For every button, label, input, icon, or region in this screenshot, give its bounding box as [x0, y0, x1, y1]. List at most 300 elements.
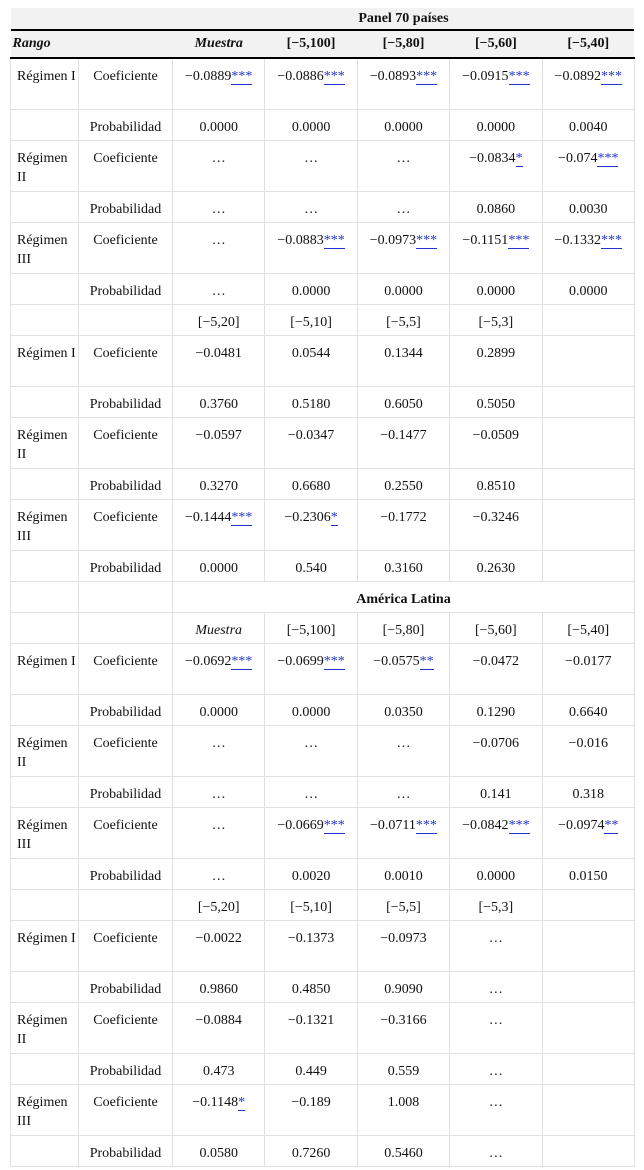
- significance-link[interactable]: ***: [323, 653, 345, 669]
- section-spacer: [79, 581, 173, 612]
- table-cell: [450, 109, 542, 140]
- table-cell: [265, 304, 357, 335]
- table-cell: [265, 417, 357, 468]
- cell-value: 0.0350: [384, 704, 423, 720]
- coefficient-row: [11, 499, 635, 550]
- cell-value: …: [211, 868, 226, 884]
- table-cell: [450, 1084, 542, 1135]
- regime-label: Régimen II: [11, 417, 79, 468]
- table-cell: [173, 889, 265, 920]
- table-cell: [173, 386, 265, 417]
- cell-value: [−5,40]: [567, 622, 610, 638]
- cell-value: 0.5050: [476, 396, 516, 412]
- table-cell: [357, 1084, 449, 1135]
- table-cell: [357, 58, 449, 109]
- table-cell: [542, 468, 634, 499]
- table-cell: [357, 694, 449, 725]
- statistic-label: Probabilidad: [79, 1053, 173, 1084]
- cell-value: 0.0020: [291, 868, 331, 884]
- significance-link[interactable]: ***: [231, 653, 253, 669]
- column-header-range: [−5,60]: [450, 30, 542, 58]
- cell-value: −0.1373: [287, 930, 335, 946]
- table-cell: [357, 971, 449, 1002]
- table-cell: [450, 222, 542, 273]
- cell-value: …: [396, 201, 411, 217]
- results-table-container: [10, 8, 634, 1167]
- statistic-label: Coeficiente: [79, 1084, 173, 1135]
- table-cell: [542, 1053, 634, 1084]
- cell-value: [−5,10]: [290, 899, 332, 915]
- probability-row: [11, 694, 635, 725]
- cell-value: 0.318: [572, 786, 604, 802]
- statistic-label: Coeficiente: [79, 58, 173, 109]
- table-cell: [357, 920, 449, 971]
- results-table: [10, 8, 635, 1167]
- table-cell: [450, 725, 542, 776]
- regime-label: Régimen II: [11, 1002, 79, 1053]
- cell-value: [−5,5]: [386, 314, 421, 330]
- cell-value: [−5,10]: [290, 314, 332, 330]
- cell-value: −0.0915: [462, 69, 509, 84]
- probability-row: [11, 109, 635, 140]
- statistic-label: Probabilidad: [79, 1135, 173, 1166]
- regime-label: [11, 304, 79, 335]
- table-cell: [265, 109, 357, 140]
- table-cell: [173, 222, 265, 273]
- coefficient-row: [11, 58, 635, 109]
- statistic-label: [79, 304, 173, 335]
- significance-link[interactable]: ***: [231, 509, 253, 525]
- table-cell: [450, 417, 542, 468]
- probability-row: [11, 1135, 635, 1166]
- cell-value: …: [211, 735, 226, 751]
- table-body: [11, 58, 635, 1166]
- subheader-row: [11, 889, 635, 920]
- cell-value: …: [396, 150, 411, 166]
- table-cell: [357, 273, 449, 304]
- statistic-label: [79, 612, 173, 643]
- significance-link[interactable]: ***: [508, 817, 530, 833]
- cell-value: −0.0711: [370, 817, 416, 833]
- table-cell: [542, 140, 634, 191]
- coefficient-row: [11, 222, 635, 273]
- significance-link[interactable]: *: [515, 150, 523, 166]
- cell-value: −0.0834: [469, 150, 516, 166]
- table-cell: [265, 140, 357, 191]
- cell-value: −0.3166: [380, 1012, 427, 1028]
- table-cell: [450, 612, 542, 643]
- cell-value: −0.0347: [287, 427, 335, 443]
- table-cell: [450, 58, 542, 109]
- table-cell: [173, 971, 265, 1002]
- cell-value: Muestra: [195, 622, 243, 638]
- table-cell: [357, 776, 449, 807]
- cell-value: …: [488, 1145, 503, 1161]
- significance-link[interactable]: ***: [323, 69, 345, 84]
- table-cell: [265, 725, 357, 776]
- cell-value: 0.0000: [384, 283, 423, 299]
- regime-label: Régimen III: [11, 807, 79, 858]
- cell-value: 0.0010: [384, 868, 423, 884]
- cell-value: 0.1344: [384, 345, 423, 361]
- table-cell: [450, 273, 542, 304]
- cell-value: [−5,5]: [386, 899, 421, 915]
- cell-value: 0.540: [295, 560, 327, 576]
- cell-value: 0.0000: [384, 119, 423, 135]
- section-header-row: [11, 581, 635, 612]
- table-cell: [173, 335, 265, 386]
- cell-value: …: [211, 150, 226, 166]
- column-header-range: [−5,40]: [542, 30, 634, 58]
- cell-value: −0.189: [291, 1094, 331, 1110]
- cell-value: …: [211, 817, 226, 833]
- cell-value: 0.6050: [384, 396, 423, 412]
- table-cell: [173, 643, 265, 694]
- table-cell: [542, 971, 634, 1002]
- cell-value: 0.4850: [291, 981, 331, 997]
- cell-value: −0.0893: [369, 69, 417, 84]
- table-cell: [542, 386, 634, 417]
- cell-value: 0.9860: [199, 981, 238, 997]
- table-cell: [357, 222, 449, 273]
- table-cell: [173, 304, 265, 335]
- cell-value: 0.559: [387, 1063, 420, 1079]
- table-cell: [173, 694, 265, 725]
- table-cell: [173, 468, 265, 499]
- significance-link[interactable]: *: [238, 1094, 246, 1110]
- table-cell: [450, 1135, 542, 1166]
- probability-row: [11, 858, 635, 889]
- table-cell: [265, 920, 357, 971]
- cell-value: −0.0973: [369, 232, 417, 248]
- regime-label: Régimen II: [11, 725, 79, 776]
- cell-value: 0.0000: [476, 283, 516, 299]
- cell-value: 0.0030: [569, 201, 608, 217]
- statistic-label: Coeficiente: [79, 920, 173, 971]
- significance-link[interactable]: ***: [323, 232, 345, 248]
- table-cell: [542, 807, 634, 858]
- significance-link[interactable]: ***: [508, 69, 530, 84]
- cell-value: …: [211, 201, 226, 217]
- cell-value: 0.5460: [384, 1145, 423, 1161]
- table-cell: [173, 140, 265, 191]
- table-cell: [450, 694, 542, 725]
- table-cell: [265, 612, 357, 643]
- table-cell: [265, 386, 357, 417]
- table-cell: [265, 499, 357, 550]
- table-cell: [542, 335, 634, 386]
- cell-value: −0.1477: [380, 427, 427, 443]
- cell-value: 0.0860: [476, 201, 516, 217]
- cell-value: −0.0884: [195, 1012, 242, 1028]
- cell-value: …: [211, 786, 226, 802]
- cell-value: [−5,3]: [478, 899, 514, 915]
- table-cell: [542, 191, 634, 222]
- regime-label: Régimen I: [11, 920, 79, 971]
- cell-value: −0.0883: [277, 232, 324, 248]
- statistic-label: Coeficiente: [79, 417, 173, 468]
- regime-label: [11, 273, 79, 304]
- table-cell: [357, 499, 449, 550]
- table-cell: [265, 1002, 357, 1053]
- cell-value: 0.0580: [199, 1145, 238, 1161]
- cell-value: 0.1290: [476, 704, 516, 720]
- table-cell: [542, 304, 634, 335]
- cell-value: …: [488, 1063, 503, 1079]
- regime-label: [11, 776, 79, 807]
- coefficient-row: [11, 643, 635, 694]
- regime-label: Régimen III: [11, 1084, 79, 1135]
- table-cell: [450, 386, 542, 417]
- regime-label: [11, 971, 79, 1002]
- cell-value: 0.0000: [291, 283, 331, 299]
- cell-value: …: [396, 786, 411, 802]
- table-cell: [173, 550, 265, 581]
- table-cell: [542, 109, 634, 140]
- cell-value: …: [304, 735, 319, 751]
- coefficient-row: [11, 1084, 635, 1135]
- statistic-label: Coeficiente: [79, 499, 173, 550]
- probability-row: [11, 1053, 635, 1084]
- cell-value: …: [488, 1012, 503, 1028]
- probability-row: [11, 550, 635, 581]
- cell-value: −0.0842: [462, 817, 509, 833]
- cell-value: −0.0692: [184, 653, 232, 669]
- table-cell: [542, 694, 634, 725]
- table-cell: [542, 643, 634, 694]
- statistic-label: Probabilidad: [79, 550, 173, 581]
- coefficient-row: [11, 417, 635, 468]
- cell-value: …: [304, 150, 319, 166]
- table-cell: [265, 1053, 357, 1084]
- table-cell: [357, 468, 449, 499]
- table-cell: [450, 776, 542, 807]
- table-cell: [542, 1084, 634, 1135]
- table-cell: [265, 1135, 357, 1166]
- table-cell: [173, 417, 265, 468]
- cell-value: −0.1321: [287, 1012, 335, 1028]
- cell-value: 0.9090: [384, 981, 423, 997]
- cell-value: −0.0892: [554, 69, 601, 84]
- significance-link[interactable]: **: [604, 817, 619, 833]
- table-cell: [173, 58, 265, 109]
- table-cell: [357, 140, 449, 191]
- table-cell: [542, 58, 634, 109]
- regime-label: [11, 858, 79, 889]
- table-cell: [265, 858, 357, 889]
- statistic-label: Coeficiente: [79, 643, 173, 694]
- cell-value: 0.0000: [569, 283, 608, 299]
- table-cell: [265, 971, 357, 1002]
- cell-value: [−5,80]: [382, 622, 425, 638]
- significance-link[interactable]: ***: [600, 232, 622, 248]
- significance-link[interactable]: **: [419, 653, 434, 669]
- cell-value: 0.5180: [291, 396, 331, 412]
- table-cell: [265, 191, 357, 222]
- table-cell: [265, 58, 357, 109]
- table-cell: [450, 920, 542, 971]
- table-cell: [542, 1002, 634, 1053]
- table-cell: [357, 807, 449, 858]
- column-header-range: [−5,80]: [357, 30, 449, 58]
- significance-link[interactable]: ***: [416, 232, 438, 248]
- statistic-label: Coeficiente: [79, 140, 173, 191]
- cell-value: …: [211, 232, 226, 248]
- cell-value: 0.2899: [476, 345, 516, 361]
- table-cell: [357, 858, 449, 889]
- cell-value: −0.074: [558, 150, 598, 166]
- section-spacer: [11, 581, 79, 612]
- table-cell: [265, 273, 357, 304]
- table-cell: [265, 222, 357, 273]
- table-cell: [357, 386, 449, 417]
- statistic-label: Coeficiente: [79, 725, 173, 776]
- table-cell: [357, 550, 449, 581]
- table-cell: [173, 273, 265, 304]
- table-cell: [173, 612, 265, 643]
- statistic-label: Coeficiente: [79, 1002, 173, 1053]
- label-header-spacer: [79, 30, 173, 58]
- table-cell: [542, 889, 634, 920]
- table-cell: [265, 468, 357, 499]
- statistic-label: Probabilidad: [79, 386, 173, 417]
- table-cell: [450, 1002, 542, 1053]
- cell-value: 0.0000: [199, 560, 238, 576]
- significance-link[interactable]: ***: [508, 232, 530, 248]
- significance-link[interactable]: ***: [416, 69, 438, 84]
- subheader-row: [11, 612, 635, 643]
- table-cell: [173, 1002, 265, 1053]
- cell-value: 0.3270: [199, 478, 238, 494]
- table-cell: [173, 191, 265, 222]
- significance-link[interactable]: ***: [231, 69, 253, 84]
- regime-label: [11, 386, 79, 417]
- regime-label: Régimen I: [11, 58, 79, 109]
- statistic-label: Probabilidad: [79, 468, 173, 499]
- table-cell: [357, 1002, 449, 1053]
- cell-value: 0.0544: [291, 345, 331, 361]
- regime-label: Régimen II: [11, 140, 79, 191]
- significance-link[interactable]: ***: [323, 817, 345, 833]
- statistic-label: Coeficiente: [79, 222, 173, 273]
- regime-label: [11, 612, 79, 643]
- subheader-row: [11, 304, 635, 335]
- cell-value: 0.0150: [569, 868, 608, 884]
- cell-value: [−5,20]: [197, 899, 240, 915]
- regime-label: [11, 1053, 79, 1084]
- cell-value: 0.0000: [291, 119, 331, 135]
- table-cell: [357, 1135, 449, 1166]
- table-cell: [450, 499, 542, 550]
- table-cell: [542, 776, 634, 807]
- column-header-row: [11, 30, 635, 58]
- table-cell: [357, 304, 449, 335]
- significance-link[interactable]: ***: [600, 69, 622, 84]
- probability-row: [11, 971, 635, 1002]
- table-cell: [357, 612, 449, 643]
- regime-label: [11, 191, 79, 222]
- table-cell: [357, 417, 449, 468]
- table-cell: [357, 725, 449, 776]
- table-cell: [450, 971, 542, 1002]
- significance-link[interactable]: ***: [597, 150, 619, 166]
- statistic-label: Probabilidad: [79, 776, 173, 807]
- cell-value: 0.0000: [199, 704, 238, 720]
- cell-value: …: [304, 201, 319, 217]
- table-cell: [357, 109, 449, 140]
- regime-label: [11, 694, 79, 725]
- cell-value: [−5,3]: [478, 314, 514, 330]
- cell-value: −0.0669: [277, 817, 324, 833]
- cell-value: −0.0889: [184, 69, 232, 84]
- table-cell: [357, 335, 449, 386]
- statistic-label: Probabilidad: [79, 858, 173, 889]
- cell-value: 0.6680: [291, 478, 331, 494]
- cell-value: −0.1332: [554, 232, 601, 248]
- probability-row: [11, 468, 635, 499]
- cell-value: 0.449: [295, 1063, 327, 1079]
- table-cell: [450, 643, 542, 694]
- cell-value: 0.141: [480, 786, 512, 802]
- statistic-label: Coeficiente: [79, 807, 173, 858]
- cell-value: 0.3760: [199, 396, 238, 412]
- table-cell: [173, 858, 265, 889]
- table-cell: [357, 191, 449, 222]
- regime-label: Régimen I: [11, 643, 79, 694]
- cell-value: −0.0481: [195, 345, 242, 361]
- cell-value: …: [488, 1094, 503, 1110]
- table-cell: [265, 643, 357, 694]
- significance-link[interactable]: ***: [415, 817, 437, 833]
- significance-link[interactable]: *: [330, 509, 338, 525]
- statistic-label: Probabilidad: [79, 971, 173, 1002]
- coefficient-row: [11, 725, 635, 776]
- cell-value: [−5,20]: [197, 314, 240, 330]
- statistic-label: Probabilidad: [79, 694, 173, 725]
- cell-value: 0.2630: [476, 560, 516, 576]
- cell-value: −0.0597: [195, 427, 242, 443]
- table-cell: [265, 694, 357, 725]
- cell-value: 0.0000: [199, 119, 238, 135]
- table-cell: [542, 417, 634, 468]
- regime-label: Régimen III: [11, 499, 79, 550]
- regime-label: [11, 468, 79, 499]
- cell-value: …: [396, 735, 411, 751]
- regime-label: Régimen I: [11, 335, 79, 386]
- table-cell: [450, 335, 542, 386]
- cell-value: 0.6640: [569, 704, 608, 720]
- cell-value: −0.2306: [284, 509, 331, 525]
- cell-value: −0.0886: [277, 69, 324, 84]
- cell-value: 0.2550: [384, 478, 423, 494]
- cell-value: [−5,100]: [286, 622, 336, 638]
- coefficient-row: [11, 140, 635, 191]
- cell-value: 1.008: [387, 1094, 420, 1110]
- statistic-label: Probabilidad: [79, 109, 173, 140]
- table-cell: [265, 335, 357, 386]
- probability-row: [11, 386, 635, 417]
- table-cell: [173, 807, 265, 858]
- table-cell: [450, 550, 542, 581]
- table-cell: [357, 889, 449, 920]
- cell-value: −0.0472: [472, 653, 520, 669]
- cell-value: −0.0509: [472, 427, 520, 443]
- cell-value: −0.0973: [380, 930, 427, 946]
- probability-row: [11, 776, 635, 807]
- cell-value: [−5,60]: [475, 622, 517, 638]
- table-cell: [450, 889, 542, 920]
- table-cell: [450, 858, 542, 889]
